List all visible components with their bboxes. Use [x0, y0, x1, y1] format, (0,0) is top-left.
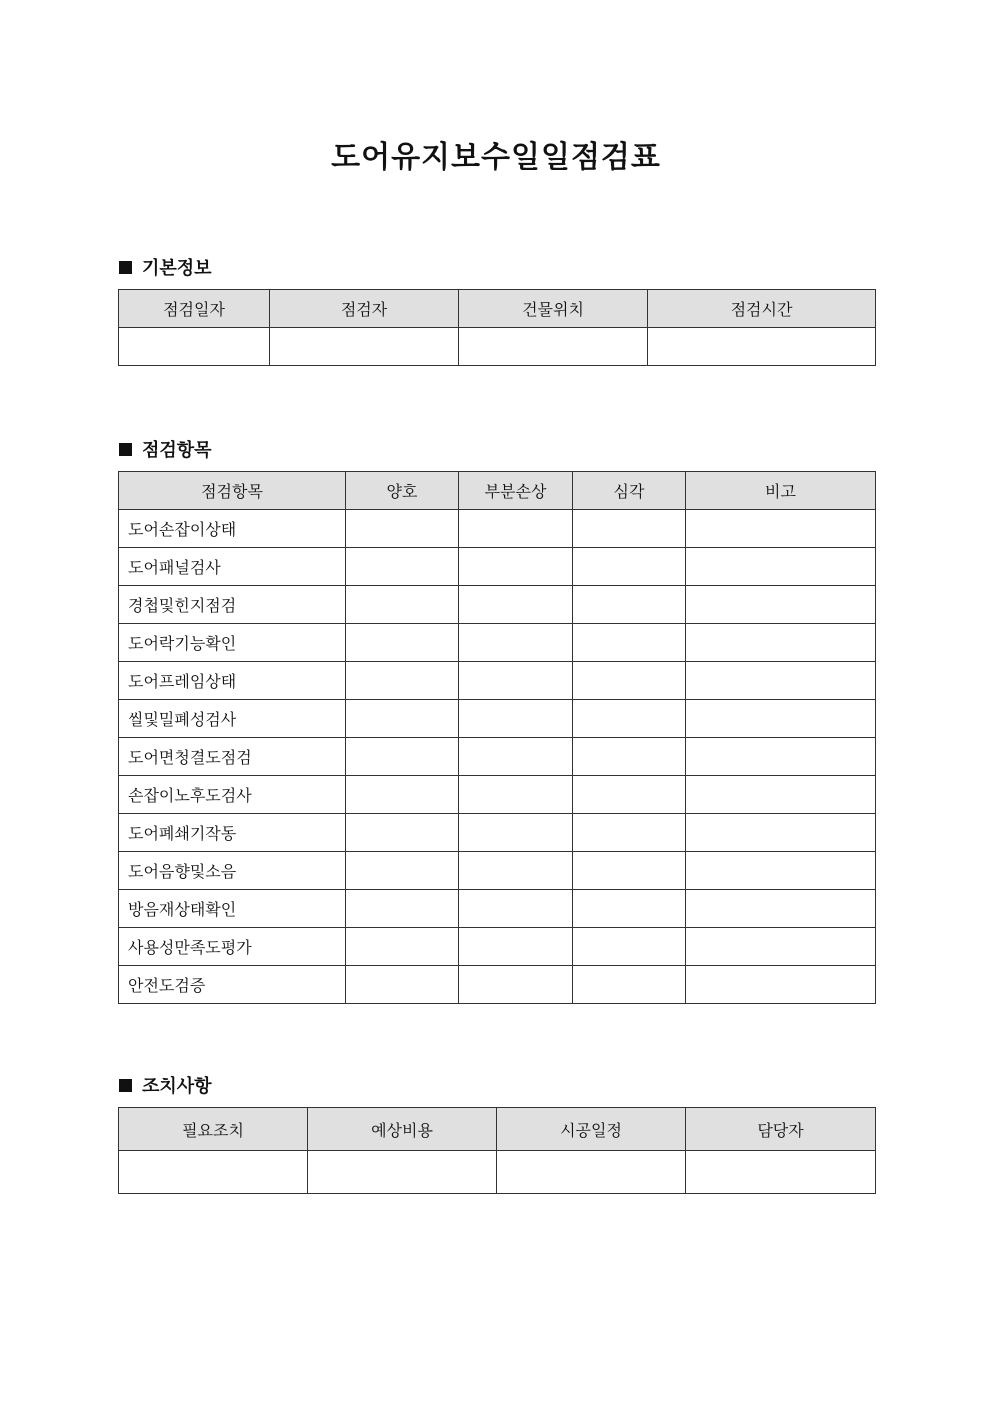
- partial-damage-cell[interactable]: [459, 548, 573, 586]
- page-title: 도어유지보수일일점검표: [331, 140, 661, 175]
- good-cell[interactable]: [346, 928, 459, 966]
- remarks-cell[interactable]: [686, 548, 876, 586]
- table-row: [119, 928, 876, 966]
- column-header: 예상비용: [308, 1108, 497, 1151]
- person-in-charge-cell[interactable]: [686, 1151, 876, 1194]
- item-label: 방음재상태확인: [119, 890, 346, 928]
- severe-cell[interactable]: [573, 662, 686, 700]
- basic-info-table: [118, 289, 876, 366]
- remarks-cell[interactable]: [686, 700, 876, 738]
- remarks-cell[interactable]: [686, 814, 876, 852]
- section-heading-check-label: 점검항목: [142, 440, 212, 461]
- column-header: 건물위치: [459, 290, 648, 328]
- remarks-cell[interactable]: [686, 662, 876, 700]
- partial-damage-cell[interactable]: [459, 890, 573, 928]
- good-cell[interactable]: [346, 586, 459, 624]
- severe-cell[interactable]: [573, 586, 686, 624]
- required-action-cell[interactable]: [119, 1151, 308, 1194]
- item-label: 도어음향및소음: [119, 852, 346, 890]
- remarks-cell[interactable]: [686, 966, 876, 1004]
- table-row: [119, 814, 876, 852]
- building-location-cell[interactable]: [459, 328, 648, 366]
- severe-cell[interactable]: [573, 700, 686, 738]
- good-cell[interactable]: [346, 548, 459, 586]
- item-label: 도어락기능확인: [119, 624, 346, 662]
- column-header: 담당자: [686, 1108, 876, 1151]
- column-header: 양호: [346, 472, 459, 510]
- partial-damage-cell[interactable]: [459, 510, 573, 548]
- square-bullet-icon: [119, 443, 132, 456]
- section-heading-check: [119, 436, 212, 462]
- good-cell[interactable]: [346, 890, 459, 928]
- section-heading-basic: [119, 254, 212, 280]
- column-header: 심각: [573, 472, 686, 510]
- column-header: 필요조치: [119, 1108, 308, 1151]
- severe-cell[interactable]: [573, 738, 686, 776]
- remarks-cell[interactable]: [686, 624, 876, 662]
- partial-damage-cell[interactable]: [459, 738, 573, 776]
- table-row: [119, 510, 876, 548]
- remarks-cell[interactable]: [686, 586, 876, 624]
- good-cell[interactable]: [346, 776, 459, 814]
- square-bullet-icon: [119, 1079, 132, 1092]
- remarks-cell[interactable]: [686, 510, 876, 548]
- work-schedule-cell[interactable]: [497, 1151, 686, 1194]
- column-header: 점검시간: [648, 290, 876, 328]
- severe-cell[interactable]: [573, 814, 686, 852]
- item-label: 경첩및힌지점검: [119, 586, 346, 624]
- square-bullet-icon: [119, 261, 132, 274]
- remarks-cell[interactable]: [686, 890, 876, 928]
- column-header: 점검일자: [119, 290, 270, 328]
- severe-cell[interactable]: [573, 890, 686, 928]
- column-header: 비고: [686, 472, 876, 510]
- partial-damage-cell[interactable]: [459, 776, 573, 814]
- severe-cell[interactable]: [573, 966, 686, 1004]
- column-header: 점검항목: [119, 472, 346, 510]
- section-heading-action-label: 조치사항: [142, 1076, 212, 1097]
- severe-cell[interactable]: [573, 852, 686, 890]
- item-label: 도어면청결도점검: [119, 738, 346, 776]
- table-header-row: [119, 1108, 876, 1151]
- good-cell[interactable]: [346, 852, 459, 890]
- table-row: [119, 738, 876, 776]
- table-row: [119, 548, 876, 586]
- good-cell[interactable]: [346, 662, 459, 700]
- good-cell[interactable]: [346, 510, 459, 548]
- item-label: 씰및밀폐성검사: [119, 700, 346, 738]
- partial-damage-cell[interactable]: [459, 586, 573, 624]
- remarks-cell[interactable]: [686, 738, 876, 776]
- table-row: [119, 776, 876, 814]
- table-row: [119, 328, 876, 366]
- remarks-cell[interactable]: [686, 928, 876, 966]
- remarks-cell[interactable]: [686, 852, 876, 890]
- table-row: [119, 586, 876, 624]
- action-items-table: [118, 1107, 876, 1194]
- table-row: [119, 890, 876, 928]
- item-label: 사용성만족도평가: [119, 928, 346, 966]
- partial-damage-cell[interactable]: [459, 624, 573, 662]
- table-row: [119, 852, 876, 890]
- severe-cell[interactable]: [573, 776, 686, 814]
- item-label: 도어프레임상태: [119, 662, 346, 700]
- inspection-date-cell[interactable]: [119, 328, 270, 366]
- partial-damage-cell[interactable]: [459, 814, 573, 852]
- estimated-cost-cell[interactable]: [308, 1151, 497, 1194]
- column-header: 점검자: [270, 290, 459, 328]
- good-cell[interactable]: [346, 700, 459, 738]
- inspection-time-cell[interactable]: [648, 328, 876, 366]
- section-heading-action: [119, 1072, 212, 1098]
- severe-cell[interactable]: [573, 624, 686, 662]
- inspection-items-table: [118, 471, 876, 1004]
- table-row: [119, 700, 876, 738]
- remarks-cell[interactable]: [686, 776, 876, 814]
- partial-damage-cell[interactable]: [459, 662, 573, 700]
- good-cell[interactable]: [346, 624, 459, 662]
- severe-cell[interactable]: [573, 928, 686, 966]
- good-cell[interactable]: [346, 814, 459, 852]
- partial-damage-cell[interactable]: [459, 852, 573, 890]
- section-heading-basic-label: 기본정보: [142, 258, 212, 279]
- table-header-row: [119, 472, 876, 510]
- item-label: 안전도검증: [119, 966, 346, 1004]
- good-cell[interactable]: [346, 738, 459, 776]
- inspector-cell[interactable]: [270, 328, 459, 366]
- good-cell[interactable]: [346, 966, 459, 1004]
- severe-cell[interactable]: [573, 510, 686, 548]
- severe-cell[interactable]: [573, 548, 686, 586]
- column-header: 시공일정: [497, 1108, 686, 1151]
- partial-damage-cell[interactable]: [459, 928, 573, 966]
- table-row: [119, 1151, 876, 1194]
- item-label: 도어폐쇄기작동: [119, 814, 346, 852]
- column-header: 부분손상: [459, 472, 573, 510]
- table-header-row: [119, 290, 876, 328]
- item-label: 도어패널검사: [119, 548, 346, 586]
- partial-damage-cell[interactable]: [459, 700, 573, 738]
- item-label: 도어손잡이상태: [119, 510, 346, 548]
- table-row: [119, 624, 876, 662]
- partial-damage-cell[interactable]: [459, 966, 573, 1004]
- table-row: [119, 966, 876, 1004]
- item-label: 손잡이노후도검사: [119, 776, 346, 814]
- table-row: [119, 662, 876, 700]
